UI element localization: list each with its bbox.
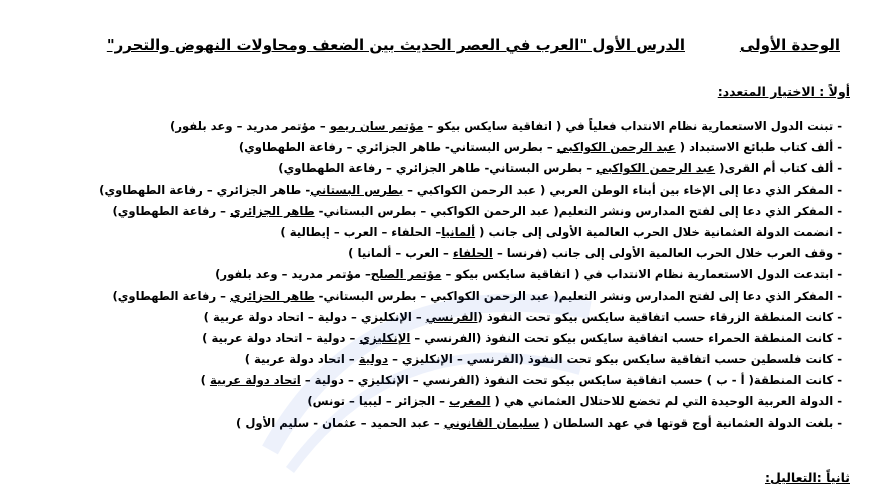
question-text: [112, 286, 833, 307]
question-prefix: ألف كتاب أم القرى(: [715, 161, 834, 176]
answer-underlined: الحلفاء: [452, 246, 493, 261]
question-text: [245, 349, 834, 370]
question-prefix: المفكر الذي دعا إلى لفتح المدارس ونشر التعليم( عبد الرحمن الكواكبي – بطرس البستاني-: [314, 288, 834, 303]
question-item: [22, 180, 842, 201]
question-prefix: كانت المنطقة( أ - ب ) حسب اتفاقية سايكس بيكو تحت النفوذ (الفرنسي – الإنكليزي – دولية –: [300, 373, 834, 388]
bullet-dash: -: [837, 309, 842, 324]
question-item: [22, 413, 842, 434]
question-suffix: – دولية – اتحاد دولة عربية ): [202, 330, 360, 345]
question-item: [22, 286, 842, 307]
answer-underlined: مؤتمر سان ريمو: [329, 119, 424, 133]
question-prefix: كانت المنطقة الزرقاء حسب اتفاقية سايكس بيكو تحت النفوذ (: [477, 309, 834, 324]
answer-underlined: سليمان القانوني: [443, 415, 540, 430]
bullet-dash: -: [837, 330, 842, 345]
question-text: [236, 413, 833, 434]
question-suffix: ): [200, 373, 210, 388]
question-text: [99, 180, 833, 201]
question-text: [307, 391, 833, 412]
question-suffix: – مؤتمر مدريد – وعد بلفور): [170, 119, 330, 133]
question-text: [280, 222, 833, 243]
question-prefix: ألف كتاب طبائع الاستبداد (: [675, 140, 834, 155]
answer-underlined: الفرنسي: [425, 309, 478, 324]
question-item: [22, 328, 842, 349]
question-text: [201, 370, 834, 391]
bullet-dash: -: [837, 119, 842, 133]
bullet-dash: -: [837, 288, 842, 303]
question-text: [170, 116, 833, 137]
bullet-dash: -: [837, 352, 842, 367]
document-header: [40, 36, 840, 58]
bullet-dash: -: [837, 394, 842, 409]
question-suffix: – رفاعة الطهطاوي): [112, 203, 230, 218]
question-text: [278, 158, 833, 179]
bullet-dash: -: [837, 182, 842, 197]
answer-underlined: الإنكليزي: [359, 330, 411, 345]
bullet-dash: -: [837, 203, 842, 218]
bullet-dash: -: [837, 373, 842, 388]
question-suffix: – الجزائر – ليبيا – تونس): [307, 394, 449, 409]
question-text: [202, 328, 833, 349]
question-text: [239, 137, 833, 158]
question-suffix: – بطرس البستاني- طاهر الجزائري – رفاعة الطهطاوي): [238, 140, 557, 155]
question-item: [22, 116, 842, 137]
question-list: [22, 116, 842, 434]
question-text: [215, 264, 833, 285]
question-prefix: انضمت الدولة العثمانية خلال الحرب العالمية الأولى إلى جانب (: [475, 224, 834, 239]
question-item: [22, 307, 842, 328]
bullet-dash: -: [837, 246, 842, 261]
bullet-dash: -: [837, 267, 842, 282]
question-item: [22, 158, 842, 179]
question-suffix: – مؤتمر مدريد – وعد بلفور): [215, 267, 371, 282]
question-item: [22, 391, 842, 412]
question-text: [348, 243, 833, 264]
question-prefix: ابتدعت الدول الاستعمارية نظام الانتداب في ( اتفاقية سايكس بيكو –: [441, 267, 834, 282]
question-item: [22, 201, 842, 222]
answer-underlined: طاهر الجزائري: [230, 203, 315, 218]
question-item: [22, 222, 842, 243]
bullet-dash: -: [837, 415, 842, 430]
question-suffix: – اتحاد دولة عربية ): [244, 352, 359, 367]
bullet-dash: -: [837, 161, 842, 176]
question-prefix: المفكر الذي دعا إلى الإخاء بين أبناء الوطن العربي ( عبد الرحمن الكواكبي –: [403, 182, 834, 197]
question-item: [22, 370, 842, 391]
question-suffix: – عبد الحميد – عثمان - سليم الأول ): [236, 415, 444, 430]
answer-underlined: دولية: [358, 352, 389, 367]
answer-underlined: بطرس البستاني: [310, 182, 404, 197]
question-suffix: – بطرس البستاني- طاهر الجزائري – رفاعة الطهطاوي): [278, 161, 597, 176]
question-prefix: كانت فلسطين حسب اتفاقية سايكس بيكو تحت النفوذ (الفرنسي – الإنكليزي –: [388, 352, 834, 367]
question-prefix: تبنت الدول الاستعمارية نظام الانتداب فعلياً في ( اتفاقية سايكس بيكو –: [423, 119, 834, 133]
question-suffix: – الإنكليزي – دولية – اتحاد دولة عربية ): [203, 309, 426, 324]
answer-underlined: اتحاد دولة عربية: [209, 373, 301, 388]
bullet-dash: -: [837, 140, 842, 155]
question-prefix: الدولة العربية الوحيدة التي لم تخضع للاحتلال العثماني هي (: [490, 394, 834, 409]
question-item: [22, 243, 842, 264]
question-prefix: وقف العرب خلال الحرب العالمية الأولى إلى جانب (فرنسا –: [492, 246, 834, 261]
section-reasoning-title: ثانياً :التعاليل:: [764, 470, 850, 485]
question-item: [22, 264, 842, 285]
section-multiple-choice-title: أولاً : الاختيار المتعدد:: [717, 84, 850, 99]
answer-underlined: المغرب: [448, 394, 491, 409]
answer-underlined: مؤتمر الصلح: [370, 267, 442, 282]
question-suffix: – رفاعة الطهطاوي): [112, 288, 230, 303]
question-prefix: كانت المنطقة الحمراء حسب اتفاقية سايكس بيكو تحت النفوذ (الفرنسي –: [410, 330, 834, 345]
question-text: [112, 201, 833, 222]
question-item: [22, 349, 842, 370]
unit-title: الوحدة الأولى: [739, 36, 840, 54]
bullet-dash: -: [837, 224, 842, 239]
question-suffix: – الحلفاء – العرب – إيطالية ): [280, 224, 442, 239]
question-prefix: المفكر الذي دعا إلى لفتح المدارس ونشر التعليم( عبد الرحمن الكواكبي – بطرس البستاني-: [314, 203, 834, 218]
answer-underlined: عبد الرحمن الكواكبي: [556, 140, 676, 155]
question-suffix: – العرب – ألمانيا ): [348, 246, 453, 261]
question-prefix: بلغت الدولة العثمانية أوج قوتها في عهد السلطان (: [539, 415, 834, 430]
question-text: [204, 307, 834, 328]
answer-underlined: ألمانيا: [441, 224, 476, 239]
answer-underlined: عبد الرحمن الكواكبي: [596, 161, 716, 176]
answer-underlined: طاهر الجزائري: [230, 288, 315, 303]
lesson-title: الدرس الأول "العرب في العصر الحديث بين الضعف ومحاولات النهوض والتحرر": [106, 36, 685, 54]
question-item: [22, 137, 842, 158]
question-suffix: - طاهر الجزائري – رفاعة الطهطاوي): [99, 182, 311, 197]
